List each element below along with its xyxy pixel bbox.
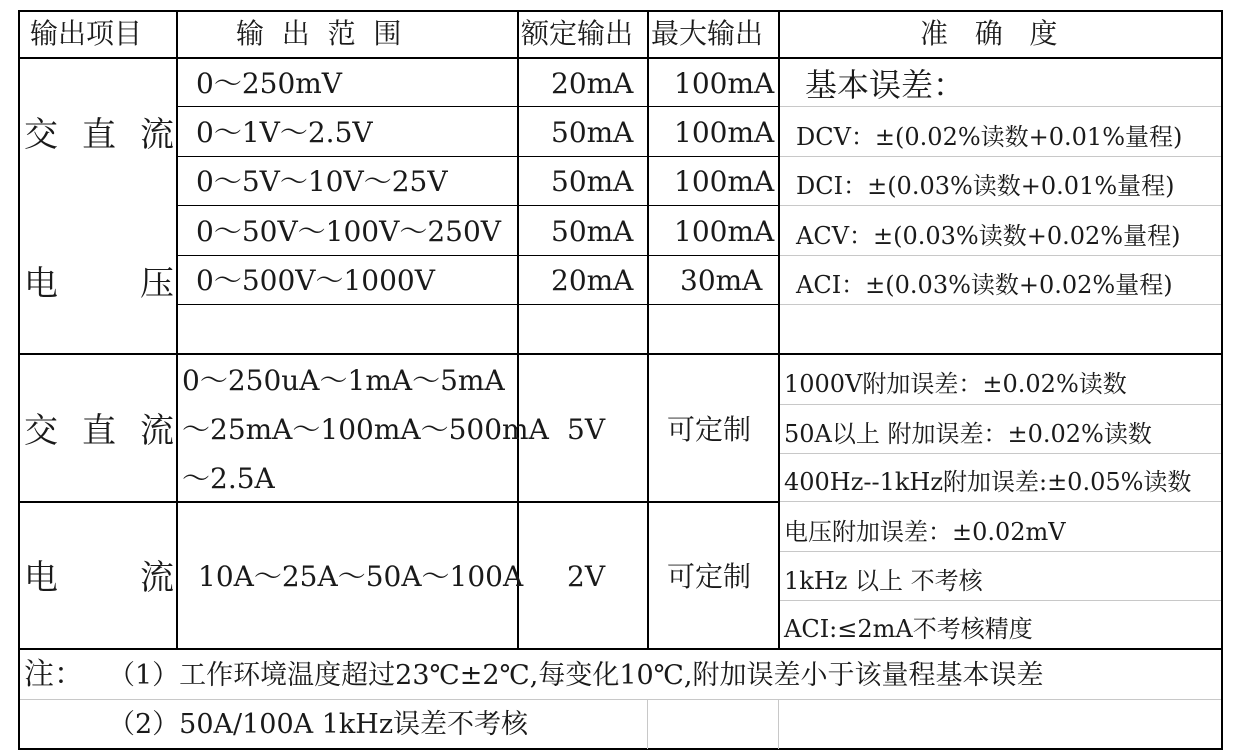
accuracy-line: 50A以上 附加误差：±0.02%读数 [784,420,1152,448]
column-divider [778,699,779,749]
row-divider [778,551,1222,552]
item-label-char: 交 [24,115,58,155]
item-label-char: 压 [140,264,174,304]
rated-output: 2V [567,560,606,593]
item-label-char: 电 [24,558,58,598]
item-label-char: 电 [24,264,58,304]
rated-output: 5V [567,413,606,446]
row-divider [778,205,1222,206]
max-output: 100mA [674,165,775,198]
max-output: 100mA [674,215,775,248]
header-item: 输出项目 [30,17,143,50]
table-border-top [18,10,1222,12]
row-divider [778,255,1222,256]
accuracy-line: 电压附加误差：±0.02mV [784,518,1066,546]
row-divider [176,106,778,107]
current-range-line: ～2.5A [182,462,275,495]
max-output: 100mA [674,67,775,100]
row-divider [176,255,778,256]
item-label-char: 流 [140,115,174,155]
row-divider [778,404,1222,405]
section-divider [18,501,778,503]
column-divider [778,10,780,650]
note-line-1: （1）工作环境温度超过23℃±2℃,每变化10℃,附加误差小于该量程基本误差 [108,660,1044,691]
row-divider [18,699,1222,700]
accuracy-line: DCV：±(0.02%读数+0.01%量程) [796,123,1183,151]
section-divider [18,353,1222,355]
table-border-bottom [18,748,1222,750]
note-prefix: 注： [24,657,84,692]
max-output: 100mA [674,116,775,149]
accuracy-line: ACV：±(0.03%读数+0.02%量程) [796,222,1181,250]
rated-output: 50mA [551,165,634,198]
item-label-char: 流 [140,411,174,451]
row-divider [778,156,1222,157]
header-rated: 额定输出 [521,17,634,50]
accuracy-line: ACI:≤2mA不考核精度 [784,615,1033,643]
row-divider [176,156,778,157]
rated-output: 20mA [551,264,634,297]
header-range: 输 出 范 围 [236,17,402,50]
current-range-line: 0～250uA～1mA～5mA [182,364,505,397]
row-divider [778,304,1222,305]
section-divider [18,648,1222,650]
column-divider [647,10,649,650]
accuracy-line: 1000V附加误差：±0.02%读数 [784,370,1127,398]
table-border-left [18,10,20,750]
current-range-line: ～25mA～100mA～500mA [182,413,549,446]
max-output: 30mA [680,264,763,297]
voltage-range: 0～250mV [196,67,343,100]
column-divider [517,10,519,650]
accuracy-line: 1kHz 以上 不考核 [784,567,983,595]
accuracy-line: 400Hz--1kHz附加误差:±0.05%读数 [784,468,1192,496]
item-label-char: 直 [82,115,116,155]
item-label-char: 直 [82,411,116,451]
voltage-range: 0～500V～1000V [196,264,435,297]
voltage-range: 0～1V～2.5V [196,116,373,149]
voltage-range: 0～50V～100V～250V [196,215,501,248]
header-divider [18,57,1222,59]
accuracy-line: ACI：±(0.03%读数+0.02%量程) [796,271,1173,299]
header-max: 最大输出 [651,17,764,50]
rated-output: 50mA [551,215,634,248]
item-label-char: 流 [140,558,174,598]
row-divider [778,501,1222,502]
row-divider [176,205,778,206]
max-output: 可定制 [667,413,752,446]
row-divider [778,453,1222,454]
accuracy-line: DCI：±(0.03%读数+0.01%量程) [796,172,1175,200]
column-divider [176,10,178,650]
accuracy-title: 基本误差： [805,66,966,104]
voltage-range: 0～5V～10V～25V [196,165,448,198]
item-label-char: 交 [24,411,58,451]
row-divider [176,304,778,305]
column-divider [647,699,648,749]
table-border-right [1221,10,1223,750]
max-output: 可定制 [667,560,752,593]
note-line-2: （2）50A/100A 1kHz误差不考核 [108,709,529,740]
row-divider [778,600,1222,601]
header-accuracy: 准 确 度 [920,17,1058,50]
rated-output: 50mA [551,116,634,149]
rated-output: 20mA [551,67,634,100]
current-range: 10A～25A～50A～100A [198,560,524,593]
row-divider [778,106,1222,107]
